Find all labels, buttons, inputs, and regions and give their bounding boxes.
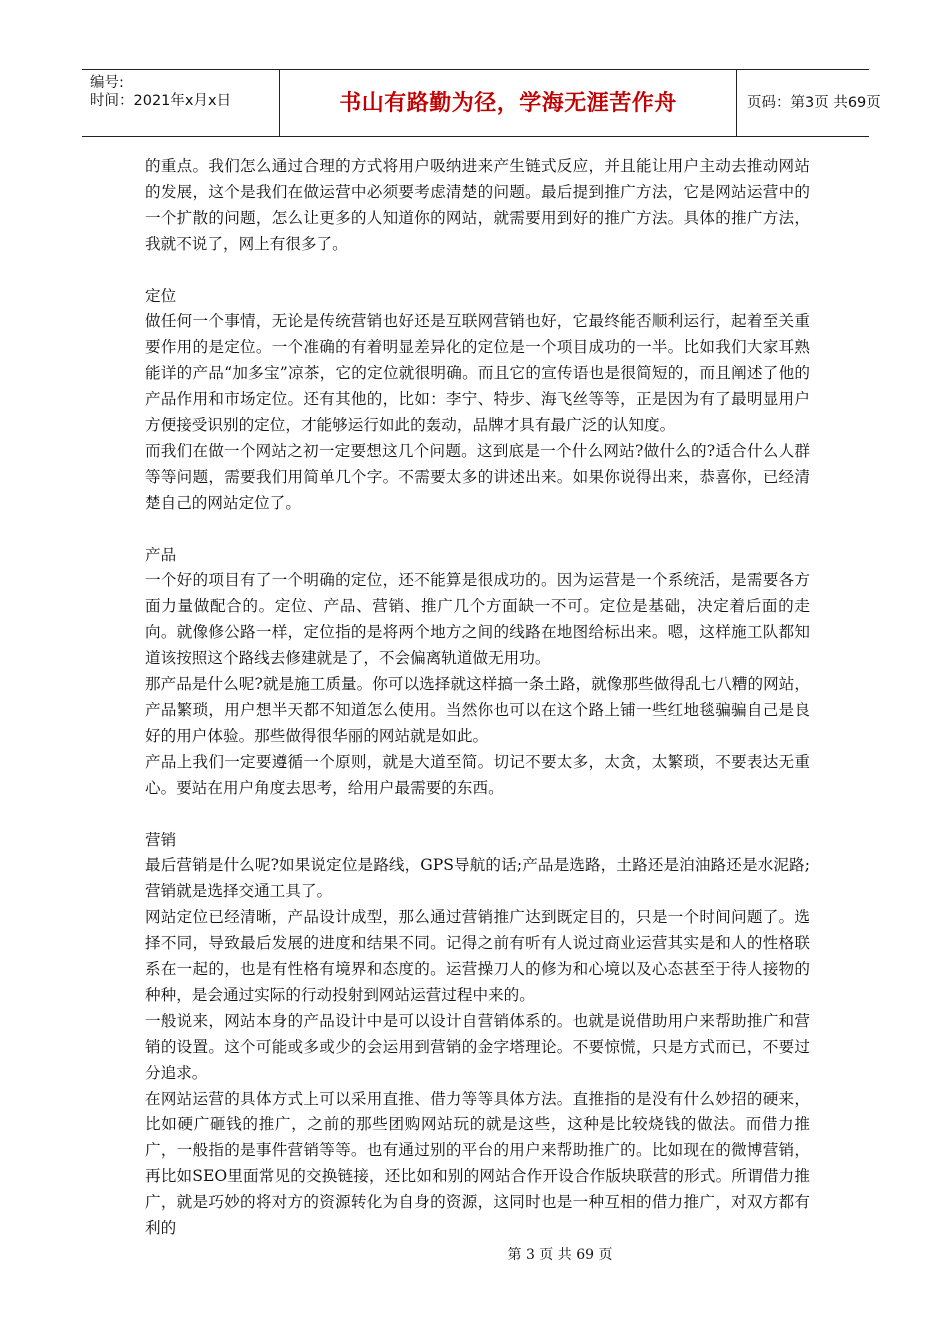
paragraph: 最后营销是什么呢?如果说定位是路线，GPS导航的话;产品是选路，土路还是泊油路还是水泥路;营销就是选择交通工具了。 [145, 856, 810, 901]
header-meta-cell [82, 70, 280, 136]
section-heading-product: 产品 [145, 545, 177, 564]
paragraph: 那产品是什么呢?就是施工质量。你可以选择就这样搞一条土路，就像那些做得乱七八糟的网站，产品繁琐，用户想半天都不知道怎么使用。当然你也可以在这个路上铺一些红地毯骗骗自己是良好的用户体验。那些做得很华丽的网站就是如此。 [145, 675, 810, 745]
page-header [82, 69, 881, 137]
paragraph: 网站定位已经清晰，产品设计成型，那么通过营销推广达到既定目的，只是一个时间问题了。选择不同，导致最后发展的进度和结果不同。记得之前有听有人说过商业运营其实是和人的性格联系在一起的，也是有性格有境界和态度的。运营操刀人的修为和心境以及心态甚至于待人接物的种种，是会通过实际的行动投射到网站运营过程中来的。 [145, 908, 810, 1004]
paragraph: 产品上我们一定要遵循一个原则，就是大道至简。切记不要太多，太贪，太繁琐，不要表达无重心。要站在用户角度去思考，给用户最需要的东西。 [145, 752, 810, 797]
header-motto: 书山有路勤为径，学海无涯苦作舟 [339, 91, 677, 116]
paragraph: 的重点。我们怎么通过合理的方式将用户吸纳进来产生链式反应，并且能让用户主动去推动网站的发展，这个是我们在做运营中必须要考虑清楚的问题。最后提到推广方法，它是网站运营中的一个扩散的问题，怎么让更多的人知道你的网站，就需要用到好的推广方法。具体的推广方法，我就不说了，网上有很多了。 [145, 157, 810, 253]
section-heading-positioning: 定位 [145, 286, 177, 305]
document-body [145, 154, 810, 1242]
paragraph: 做任何一个事情，无论是传统营销也好还是互联网营销也好，它最终能否顺利运行，起着至关重要作用的是定位。一个准确的有着明显差异化的定位是一个项目成功的一半。比如我们大家耳熟能详的产品“加多宝”凉茶，它的定位就很明确。而且它的宣传语也是很简短的，而且阐述了他的产品作用和市场定位。还有其他的，比如：李宁、特步、海飞丝等等，正是因为有了最明显用户方便接受识别的定位，才能够运行如此的轰动，品牌才具有最广泛的认知度。 [145, 312, 810, 435]
header-page-number: 页码：第3页 共69页 [747, 95, 881, 111]
paragraph: 一般说来，网站本身的产品设计中是可以设计自营销体系的。也就是说借助用户来帮助推广和营销的设置。这个可能或多或少的会运用到营销的金字塔理论。不要惊慌，只是方式而已，不要过分追求。 [145, 1011, 810, 1082]
document-number-label: 编号: [90, 75, 124, 91]
footer-page-number: 第 3 页 共 69 页 [507, 1247, 613, 1263]
paragraph: 一个好的项目有了一个明确的定位，还不能算是很成功的。因为运营是一个系统活，是需要各方面力量做配合的。定位、产品、营销、推广几个方面缺一不可。定位是基础，决定着后面的走向。就像修公路一样，定位指的是将两个地方之间的线路在地图给标出来。嗯，这样施工队都知道该按照这个路线去修建就是了，不会偏离轨道做无用功。 [145, 571, 810, 668]
page-footer [0, 1246, 950, 1264]
document-date-label: 时间：2021年x月x日 [90, 93, 232, 109]
header-motto-cell [280, 70, 737, 136]
header-page-cell [737, 70, 881, 136]
paragraph: 在网站运营的具体方式上可以采用直推、借力等等具体方法。直推指的是没有什么妙招的硬来，比如硬广砸钱的推广，之前的那些团购网站玩的就是这些，这种是比较烧钱的做法。而借力推广，一般指的是事件营销等等。也有通过别的平台的用户来帮助推广的。比如现在的微博营销，再比如SEO里面常见的交换链接，还比如和别的网站合作开设合作版块联营的形式。所谓借力推广，就是巧妙的将对方的资源转化为自身的资源，这同时也是一种互相的借力推广，对双方都有利的 [145, 1089, 810, 1238]
paragraph: 而我们在做一个网站之初一定要想这几个问题。这到底是一个什么网站?做什么的?适合什么人群等等问题，需要我们用简单几个字。不需要太多的讲述出来。如果你说得出来，恭喜你，已经清楚自己的网站定位了。 [145, 441, 810, 512]
section-heading-marketing: 营销 [145, 830, 177, 849]
